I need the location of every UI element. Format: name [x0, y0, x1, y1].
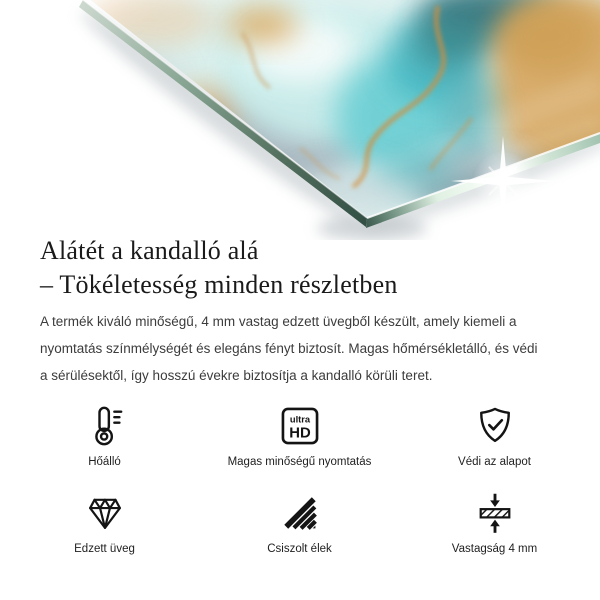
- feature-label: Edzett üveg: [74, 543, 135, 555]
- ultra-hd-icon-text-bottom: HD: [288, 425, 311, 442]
- feature-label: Hőálló: [88, 456, 121, 468]
- page-title-line1: Alátét a kandalló alá: [40, 236, 259, 265]
- product-description: A termék kiváló minőségű, 4 mm vastag edzett üvegből készült, amely kiemeli a nyomtatás színmélységét és elegáns fényt biztosít. Magas hőmérsékletálló, és védi a sérülésektől, így hosszú évekre biztosítja a kandalló körüli teret.: [40, 314, 538, 383]
- polished-edges-icon: [278, 491, 322, 535]
- diamond-icon: [83, 491, 127, 535]
- page-title: [40, 234, 580, 302]
- feature-label: Vastagság 4 mm: [451, 543, 538, 555]
- glass-panel-illustration: [0, 0, 600, 240]
- ultra-hd-icon: [278, 404, 322, 448]
- features-grid: [7, 404, 593, 556]
- feature-label: Csiszolt élek: [267, 543, 332, 555]
- thermometer-icon: [83, 404, 127, 448]
- feature-label: Magas minőségű nyomtatás: [227, 456, 372, 468]
- feature-thickness: [397, 491, 592, 556]
- shield-check-icon: [473, 404, 517, 448]
- feature-label: Védi az alapot: [458, 456, 531, 468]
- feature-base-protection: [397, 404, 592, 469]
- page-title-line2: – Tökéletesség minden részletben: [40, 270, 398, 299]
- product-photo: [0, 0, 600, 240]
- ultra-hd-icon-text-top: ultra: [289, 414, 310, 425]
- feature-heat-resistant: [7, 404, 202, 469]
- feature-polished-edges: [202, 491, 397, 556]
- feature-print-quality: [202, 404, 397, 469]
- thickness-arrows-icon: [473, 491, 517, 535]
- feature-tempered-glass: [7, 491, 202, 556]
